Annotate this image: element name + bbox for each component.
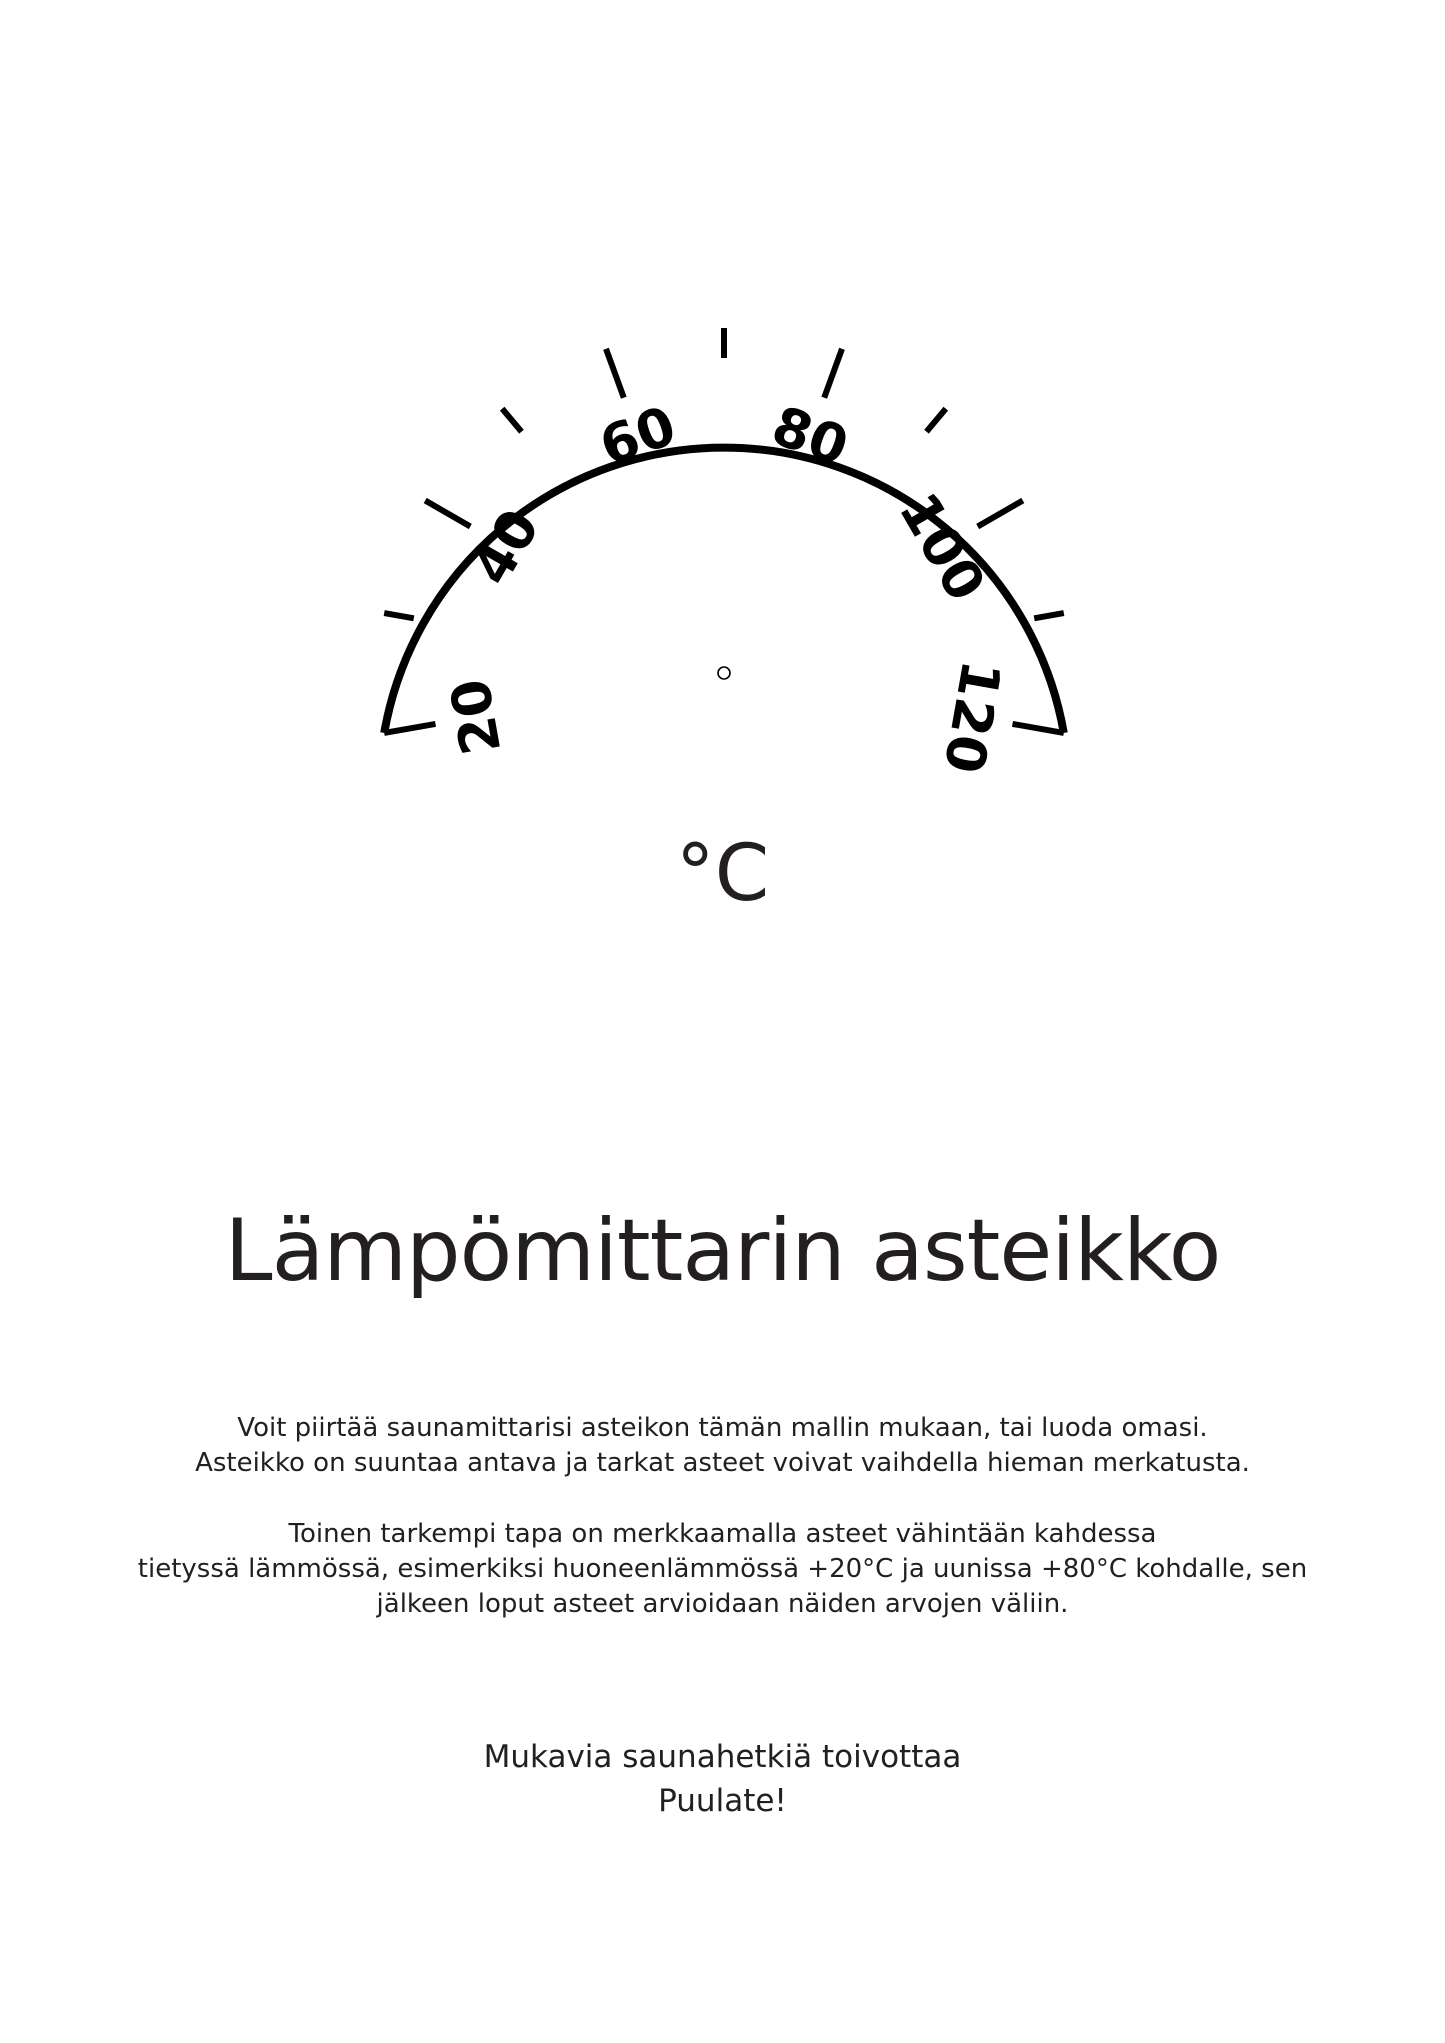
method-line-1: Toinen tarkempi tapa on merkkaamalla asteet vähintään kahdessa (288, 1519, 1157, 1549)
intro-line-2: Asteikko on suuntaa antava ja tarkat asteet voivat vaihdella hieman merkatusta. (195, 1448, 1250, 1478)
tick-major-20 (384, 724, 435, 733)
unit-symbol: °C (675, 829, 770, 919)
tick-major-60 (606, 349, 624, 398)
tick-label-60: 60 (591, 393, 684, 479)
method-line-3: jälkeen loput asteet arvioidaan näiden arvojen väliin. (376, 1589, 1069, 1619)
tick-minor-50 (502, 409, 521, 432)
intro-paragraph (40, 1411, 1405, 1481)
tick-minor-90 (927, 409, 946, 432)
tick-label-40: 40 (459, 498, 552, 596)
tick-minor-30 (384, 613, 414, 618)
method-paragraph (40, 1517, 1405, 1622)
closing-line-2: Puulate! (658, 1783, 787, 1819)
intro-line-1: Voit piirtää saunamittarisi asteikon tämän mallin mukaan, tai luoda omasi. (237, 1413, 1208, 1443)
tick-minor-110 (1034, 613, 1064, 618)
tick-label-80: 80 (764, 393, 857, 479)
tick-label-120: 120 (931, 655, 1014, 778)
tick-label-100: 100 (886, 482, 998, 612)
tick-label-20: 20 (438, 674, 514, 760)
tick-major-80 (824, 349, 842, 398)
dial-center-point (718, 667, 730, 679)
method-line-2: tietyssä lämmössä, esimerkiksi huoneenlämmössä +20°C ja uunissa +80°C kohdalle, sen (137, 1554, 1308, 1584)
tick-major-40 (425, 501, 470, 527)
tick-major-100 (978, 501, 1023, 527)
closing-line-1: Mukavia saunahetkiä toivottaa (483, 1739, 962, 1775)
page-title: Lämpömittarin asteikko (224, 1201, 1221, 1301)
closing-message (0, 1735, 1445, 1823)
tick-major-120 (1013, 724, 1064, 733)
